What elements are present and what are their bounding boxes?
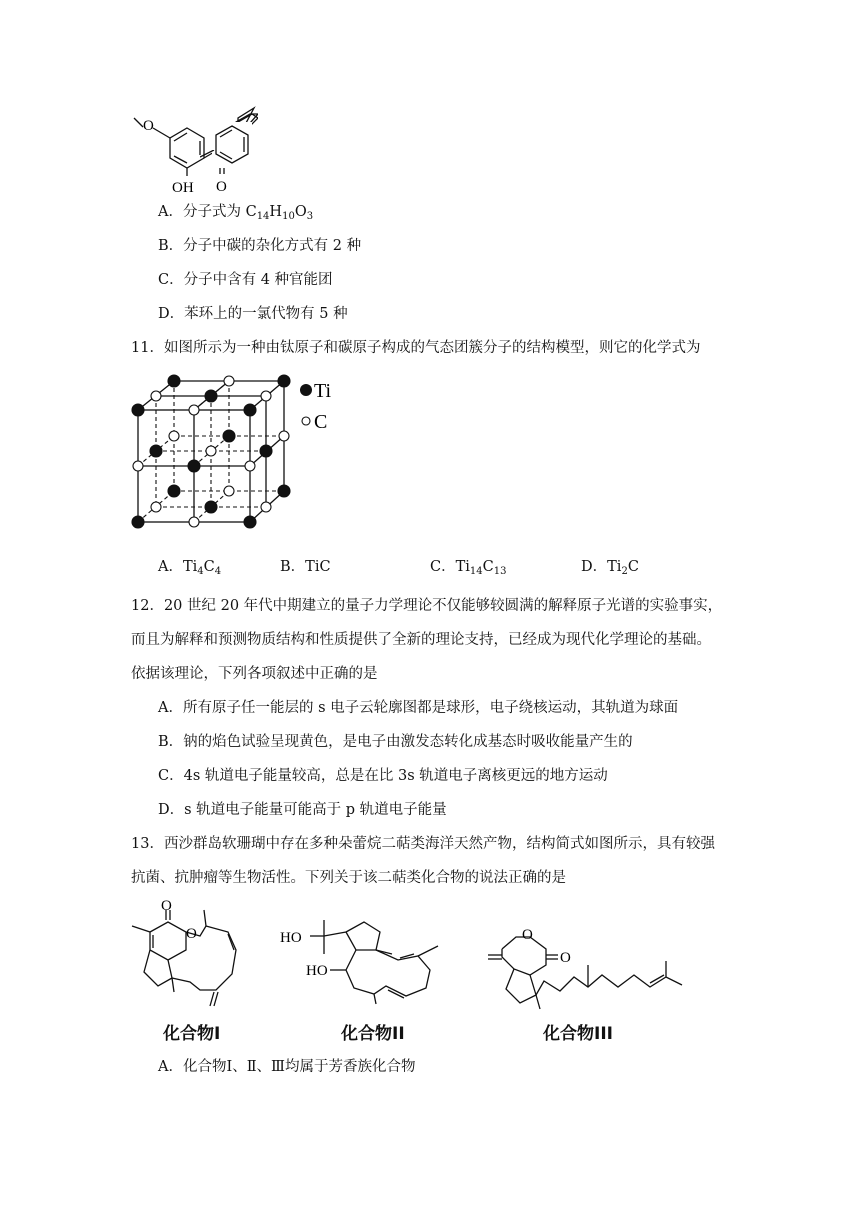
svg-text:HO: HO [280, 930, 302, 946]
q11-option-c: C．$Ti_{14}C_{13}$ [430, 559, 507, 577]
q12-option-b: B．钠的焰色试验呈现黄色，是电子由激发态转化成基态时吸收能量产生的 [158, 734, 633, 750]
mol1-carbonyl-o: O [216, 179, 227, 195]
q12-option-a: A．所有原子任一能层的 s 电子云轮廓图都是球形，电子绕核运动，其轨道为球面 [158, 700, 679, 716]
q12-stem-line2: 而且为解释和预测物质结构和性质提供了全新的理论支持，已经成为现代化学理论的基础。 [131, 632, 711, 648]
compound-3-label: 化合物III [543, 1024, 613, 1044]
q10-carbonyl-link [200, 150, 220, 170]
svg-text:HO: HO [306, 963, 328, 979]
compound-1-label: 化合物I [163, 1024, 221, 1044]
mol1-methoxy-o: O [143, 118, 154, 134]
q13-stem-line2: 抗菌、抗肿瘤等生物活性。下列关于该二萜类化合物的说法正确的是 [131, 870, 566, 886]
q11-cluster-diagram [125, 368, 345, 533]
legend-ti-label: Ti [314, 380, 332, 402]
compound-2-label: 化合物II [341, 1024, 405, 1044]
q10-option-d: D．苯环上的一氯代物有 5 种 [158, 306, 348, 322]
mol1-oh: OH [172, 180, 194, 195]
svg-text:O: O [161, 898, 172, 914]
compound-2-structure [280, 898, 450, 1018]
legend-c-dot [302, 417, 310, 425]
compound-3-structure [488, 925, 688, 1020]
q12-option-d: D．s 轨道电子能量可能高于 p 轨道电子能量 [158, 802, 447, 818]
q12-stem-line1: 12．20 世纪 20 年代中期建立的量子力学理论不仅能够较圆满的解释原子光谱的实验事实， [131, 598, 723, 614]
q12-stem-line3: 依据该理论，下列各项叙述中正确的是 [131, 666, 378, 682]
svg-text:O: O [186, 926, 197, 942]
legend-c-label: C [314, 411, 328, 433]
svg-text:O: O [560, 950, 571, 966]
q11-stem: 11．如图所示为一种由钛原子和碳原子构成的气态团簇分子的结构模型，则它的化学式为 [131, 340, 701, 356]
q11-option-b: B．TiC [280, 559, 331, 575]
q10-option-a: A．分子式为 $C_{14}H_{10}O_3$ [158, 204, 314, 222]
compound-1-structure [128, 898, 268, 1018]
q12-option-c: C．4s 轨道电子能量较高，总是在比 3s 轨道电子离核更远的地方运动 [158, 768, 608, 784]
q13-option-a: A．化合物Ⅰ、Ⅱ、Ⅲ均属于芳香族化合物 [158, 1059, 416, 1075]
q13-stem-line1: 13．西沙群岛软珊瑚中存在多种朵蕾烷二萜类海洋天然产物，结构简式如图所示，具有较强 [131, 836, 715, 852]
svg-text:O: O [522, 927, 533, 943]
legend-ti-dot [300, 384, 312, 396]
q10-option-b: B．分子中碳的杂化方式有 2 种 [158, 238, 362, 254]
q11-option-a: A．$Ti_4C_4$ [158, 559, 222, 577]
q11-option-d: D．$Ti_2C$ [581, 559, 639, 577]
q10-option-c: C．分子中含有 4 种官能团 [158, 272, 333, 288]
